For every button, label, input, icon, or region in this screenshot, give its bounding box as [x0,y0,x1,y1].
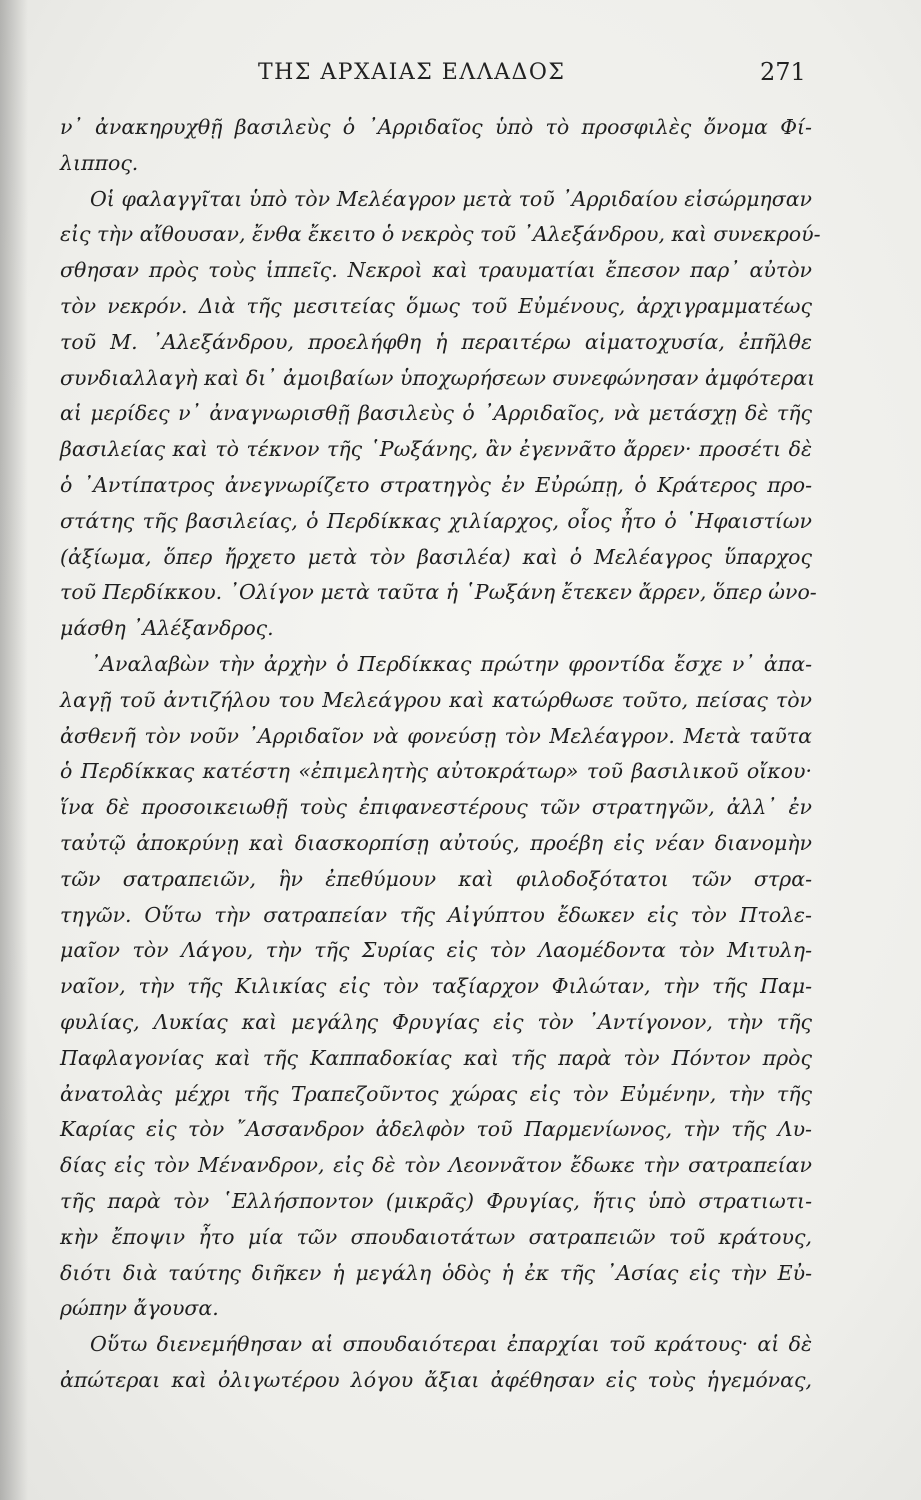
text-line: τηγῶν. Οὕτω τὴν σατραπείαν τῆς Αἰγύπτου ἔδωκεν εἰς τὸν Πτολε- [60,902,812,927]
text-line: ταὐτῷ ἀποκρύνῃ καὶ διασκορπίσῃ αὐτούς, προέβη εἰς νέαν διανομὴν [60,830,812,855]
text-line: διότι διὰ ταύτης διῆκεν ἡ μεγάλη ὁδὸς ἡ ἐκ τῆς ᾽Ασίας εἰς τὴν Εὐ- [60,1260,812,1285]
text-line: ὁ ᾽Αντίπατρος ἀνεγνωρίζετο στρατηγὸς ἐν Εὐρώπῃ, ὁ Κράτερος προ- [60,472,812,497]
text-line: τῆς παρὰ τὸν ῾Ελλήσποντον (μικρᾶς) Φρυγίας, ἥτις ὑπὸ στρατιωτι- [60,1188,812,1213]
paragraph-start-line: ᾽Αναλαβὼν τὴν ἀρχὴν ὁ Περδίκκας πρώτην φροντίδα ἔσχε ν᾽ ἀπα- [90,651,812,676]
text-line: συνδιαλλαγὴ καὶ δι᾽ ἀμοιβαίων ὑποχωρήσεων συνεφώνησαν ἀμφότεραι [60,365,816,390]
body-text [60,110,821,1399]
text-line: τοῦ Περδίκκου. ᾽Ολίγον μετὰ ταῦτα ἡ ῾Ρωξάνη ἔτεκεν ἄρρεν, ὅπερ ὠνο- [60,580,817,605]
text-line: ν᾽ ἀνακηρυχθῇ βασιλεὺς ὁ ᾽Αρριδαῖος ὑπὸ τὸ προσφιλὲς ὄνομα Φί- [60,115,812,139]
text-line: Καρίας εἰς τὸν ῎Ασσανδρον ἀδελφὸν τοῦ Παρμενίωνος, τὴν τῆς Λυ- [60,1117,812,1142]
text-line: τοῦ Μ. ᾽Αλεξάνδρου, προελήφθη ἡ περαιτέρω αἱματοχυσία, ἐπῆλθε [60,329,812,354]
text-line: τῶν σατραπειῶν, ἣν ἐπεθύμουν καὶ φιλοδοξότατοι τῶν στρα- [60,866,812,891]
text-line: μαῖον τὸν Λάγου, τὴν τῆς Συρίας εἰς τὸν Λαομέδοντα τὸν Μιτυλη- [60,938,812,963]
text-line: δίας εἰς τὸν Μένανδρον, εἰς δὲ τὸν Λεοννᾶτον ἔδωκε τὴν σατραπείαν [60,1153,812,1178]
text-line: Παφλαγονίας καὶ τῆς Καππαδοκίας καὶ τῆς παρὰ τὸν Πόντον πρὸς [60,1045,812,1070]
running-head: ΤΗΣ ΑΡΧΑΙΑΣ ΕΛΛΑΔΟΣ [258,60,566,85]
text-line: (ἀξίωμα, ὅπερ ἤρχετο μετὰ τὸν βασιλέα) καὶ ὁ Μελέαγρος ὕπαρχος [60,544,812,569]
text-line: ἀπώτεραι καὶ ὀλιγωτέρου λόγου ἄξιαι ἀφέθησαν εἰς τοὺς ἡγεμόνας, [60,1367,812,1392]
text-line: λιππος. [60,150,139,175]
text-line: τὸν νεκρόν. Διὰ τῆς μεσιτείας ὅμως τοῦ Εὐμένους, ἀρχιγραμματέως [60,293,812,318]
text-line: ἀσθενῆ τὸν νοῦν ᾽Αρριδαῖον νὰ φονεύσῃ τὸν Μελέαγρον. Μετὰ ταῦτα [60,723,812,748]
text-line: σθησαν πρὸς τοὺς ἱππεῖς. Νεκροὶ καὶ τραυματίαι ἔπεσον παρ᾽ αὐτὸν [60,258,812,283]
text-line: ρώπην ἄγουσα. [60,1296,219,1321]
text-line: φυλίας, Λυκίας καὶ μεγάλης Φρυγίας εἰς τὸν ᾽Αντίγονον, τὴν τῆς [60,1009,812,1034]
text-line: εἰς τὴν αἴθουσαν, ἔνθα ἔκειτο ὁ νεκρὸς τοῦ ᾽Αλεξάνδρου, καὶ συνεκρού- [60,222,821,247]
text-line: μάσθη ᾽Αλέξανδρος. [60,616,274,641]
text-line: στάτης τῆς βασιλείας, ὁ Περδίκκας χιλίαρχος, οἷος ἦτο ὁ ῾Ηφαιστίων [60,508,812,533]
text-line: ἀνατολὰς μέχρι τῆς Τραπεζοῦντος χώρας εἰς τὸν Εὐμένην, τὴν τῆς [60,1081,812,1106]
page-number: 271 [760,58,806,86]
text-line: ναῖον, τὴν τῆς Κιλικίας εἰς τὸν ταξίαρχον Φιλώταν, τὴν τῆς Παμ- [60,974,812,999]
text-line: αἱ μερίδες ν᾽ ἀναγνωρισθῇ βασιλεὺς ὁ ᾽Αρριδαῖος, νὰ μετάσχῃ δὲ τῆς [60,401,812,426]
paragraph-start-line: Οἱ φαλαγγῖται ὑπὸ τὸν Μελέαγρον μετὰ τοῦ ᾽Αρριδαίου εἰσώρμησαν [90,186,812,211]
text-line: βασιλείας καὶ τὸ τέκνον τῆς ῾Ρωξάνης, ἂν ἐγεννᾶτο ἄρρεν· προσέτι δὲ [60,437,812,462]
text-line: ὁ Περδίκκας κατέστη «ἐπιμελητὴς αὐτοκράτωρ» τοῦ βασιλικοῦ οἴκου· [60,759,812,784]
text-line: λαγῇ τοῦ ἀντιζήλου του Μελεάγρου καὶ κατώρθωσε τοῦτο, πείσας τὸν [60,687,812,712]
paragraph-start-line: Οὕτω διενεμήθησαν αἱ σπουδαιότεραι ἐπαρχίαι τοῦ κράτους· αἱ δὲ [90,1332,812,1357]
text-line: ἵνα δὲ προσοικειωθῇ τοὺς ἐπιφανεστέρους τῶν στρατηγῶν, ἀλλ᾽ ἐν [60,795,812,820]
text-line: κὴν ἔποψιν ἦτο μία τῶν σπουδαιοτάτων σατραπειῶν τοῦ κράτους, [60,1224,812,1249]
page-edge-shadow [0,0,28,1500]
